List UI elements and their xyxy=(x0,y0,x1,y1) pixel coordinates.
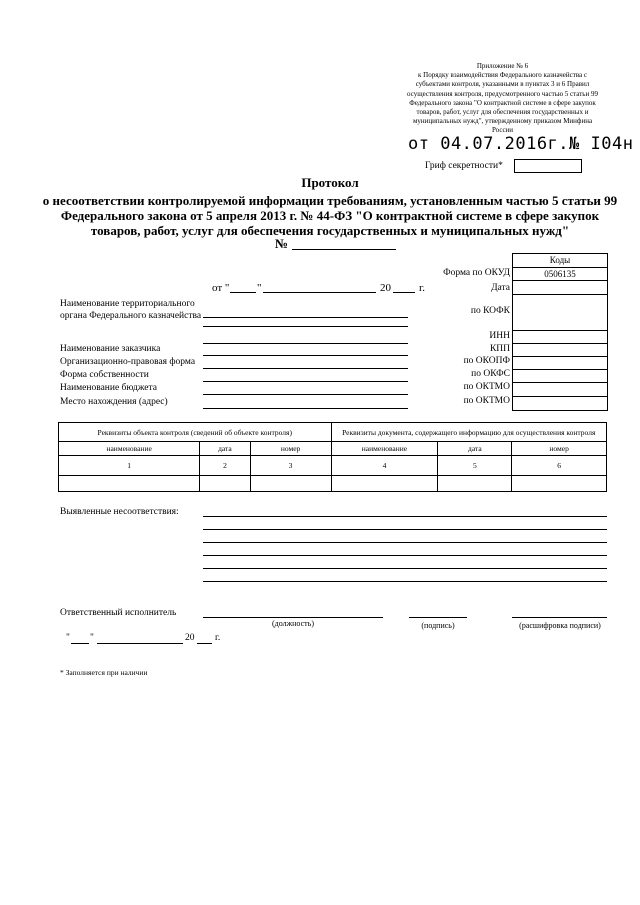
okfs-label: по ОКФС xyxy=(471,369,510,379)
codes-header: Коды xyxy=(513,254,607,268)
col-header: дата xyxy=(200,442,250,456)
date-code-cell[interactable] xyxy=(513,281,607,295)
executor-label: Ответственный исполнитель xyxy=(60,608,177,618)
doc-subtitle-line: товаров, работ, услуг для обеспечения государственных и муниципальных нужд" xyxy=(90,223,570,238)
nonconformities-line[interactable] xyxy=(203,555,607,556)
appendix-line: субъектами контроля, указанными в пунктах 3 и 6 Правил xyxy=(415,80,590,89)
nonconformities-line[interactable] xyxy=(203,529,607,530)
nonconformities-line[interactable] xyxy=(203,516,607,517)
oktmo-address-label: по ОКТМО xyxy=(463,396,510,406)
col-number: 1 xyxy=(59,456,200,476)
doc-subtitle-line: о несоответствии контролируемой информации требованиям, установленным частью 5 статьи 99 xyxy=(42,193,618,208)
table-cell[interactable] xyxy=(200,476,250,492)
appendix-line: Приложение № 6 xyxy=(476,62,529,70)
customer-field-2[interactable] xyxy=(203,355,408,356)
col-number: 4 xyxy=(331,456,438,476)
appendix-line: товаров, работ, услуг для обеспечения государственных и xyxy=(416,108,589,117)
legal-form-field[interactable] xyxy=(203,368,408,369)
bottom-date-suffix: г. xyxy=(215,633,221,643)
organ-label-cont: органа Федерального казначейства xyxy=(60,311,202,321)
nonconformities-line[interactable] xyxy=(203,568,607,569)
organ-field-2[interactable] xyxy=(203,326,408,327)
appendix-line: Федерального закона "О контрактной системе в сфере закупок xyxy=(409,98,596,107)
col-number: 3 xyxy=(250,456,331,476)
appendix-line: к Порядку взаимодействия Федерального казначейства с xyxy=(417,71,587,80)
col-header: наименование xyxy=(331,442,438,456)
date-month-field[interactable] xyxy=(263,292,376,293)
col-header: номер xyxy=(250,442,331,456)
number-field[interactable] xyxy=(292,249,396,250)
col-header: наименование xyxy=(59,442,200,456)
appendix-note xyxy=(400,62,605,136)
bottom-date-quote: " xyxy=(66,633,70,643)
budget-field[interactable] xyxy=(203,394,408,395)
table-cell[interactable] xyxy=(331,476,438,492)
oktmo-address-code-cell[interactable] xyxy=(513,397,607,410)
group-header-object: Реквизиты объекта контроля (сведений об объекте контроля) xyxy=(59,423,332,442)
inn-code-cell[interactable] xyxy=(513,331,607,344)
kpp-code-cell[interactable] xyxy=(513,344,607,357)
secrecy-field[interactable] xyxy=(514,159,582,173)
date-quote: " xyxy=(257,282,262,294)
position-caption: (должность) xyxy=(272,619,314,628)
table-cell[interactable] xyxy=(512,476,607,492)
position-field[interactable] xyxy=(203,617,383,618)
doc-title: Протокол xyxy=(301,175,359,190)
appendix-line: муниципальных нужд", утвержденному приказом Минфина xyxy=(412,117,593,126)
col-header: дата xyxy=(438,442,512,456)
organ-field[interactable] xyxy=(203,317,408,318)
signature-field[interactable] xyxy=(409,617,467,618)
bottom-date-month[interactable] xyxy=(97,643,183,644)
okopf-label: по ОКОПФ xyxy=(463,356,510,366)
nonconformities-line[interactable] xyxy=(203,542,607,543)
date-suffix: г. xyxy=(419,282,426,294)
ownership-field[interactable] xyxy=(203,381,408,382)
bottom-date-year-prefix: 20 xyxy=(185,633,195,643)
nonconformities-label: Выявленные несоответствия: xyxy=(60,507,179,517)
table-cell[interactable] xyxy=(438,476,512,492)
kofk-code-cell[interactable] xyxy=(513,295,607,331)
oktmo-label: по ОКТМО xyxy=(463,382,510,392)
secrecy-label: Гриф секретности* xyxy=(425,161,503,171)
okopf-code-cell[interactable] xyxy=(513,357,607,370)
kpp-label: КПП xyxy=(489,344,510,354)
col-number: 2 xyxy=(200,456,250,476)
date-day-field[interactable] xyxy=(230,292,256,293)
customer-field[interactable] xyxy=(203,343,408,344)
number-label: № xyxy=(275,236,289,251)
okud-label: Форма по ОКУД xyxy=(443,268,510,278)
legal-form-label: Организационно-правовая форма xyxy=(60,357,196,367)
date-prefix: от " xyxy=(212,282,230,294)
bottom-date-day[interactable] xyxy=(71,643,89,644)
inn-label: ИНН xyxy=(489,331,510,341)
col-header: номер xyxy=(512,442,607,456)
table-cell[interactable] xyxy=(59,476,200,492)
oktmo-code-cell[interactable] xyxy=(513,383,607,397)
col-number: 5 xyxy=(438,456,512,476)
address-field[interactable] xyxy=(203,408,408,409)
doc-subtitle-line: Федерального закона от 5 апреля 2013 г. № 44-ФЗ "О контрактной системе в сфере закупок xyxy=(60,208,600,223)
bottom-date-year[interactable] xyxy=(197,643,212,644)
bottom-date-quote: " xyxy=(90,633,94,643)
group-header-document: Реквизиты документа, содержащего информацию для осуществления контроля xyxy=(331,423,607,442)
date-code-label: Дата xyxy=(491,283,510,293)
budget-label: Наименование бюджета xyxy=(60,383,157,393)
order-stamp: от 04.07.2016г.№ I04н xyxy=(408,134,634,154)
appendix-line: осуществления контроля, предусмотренного частью 5 статьи 99 xyxy=(407,89,598,98)
control-table xyxy=(58,422,607,492)
organ-label: Наименование территориального xyxy=(60,299,195,309)
address-label: Место нахождения (адрес) xyxy=(60,397,168,407)
date-year-prefix: 20 xyxy=(380,282,391,294)
table-cell[interactable] xyxy=(250,476,331,492)
appendix-line: России xyxy=(491,126,514,135)
customer-label: Наименование заказчика xyxy=(60,344,161,354)
codes-box xyxy=(512,253,608,411)
name-field[interactable] xyxy=(512,617,607,618)
ownership-label: Форма собственности xyxy=(60,370,149,380)
col-number: 6 xyxy=(512,456,607,476)
okfs-code-cell[interactable] xyxy=(513,370,607,383)
name-caption: (расшифровка подписи) xyxy=(519,621,601,630)
nonconformities-line[interactable] xyxy=(203,581,607,582)
signature-caption: (подпись) xyxy=(421,621,455,630)
kofk-label: по КОФК xyxy=(470,306,510,316)
footnote: * Заполняется при наличии xyxy=(60,668,148,677)
okud-code: 0506135 xyxy=(513,268,607,281)
